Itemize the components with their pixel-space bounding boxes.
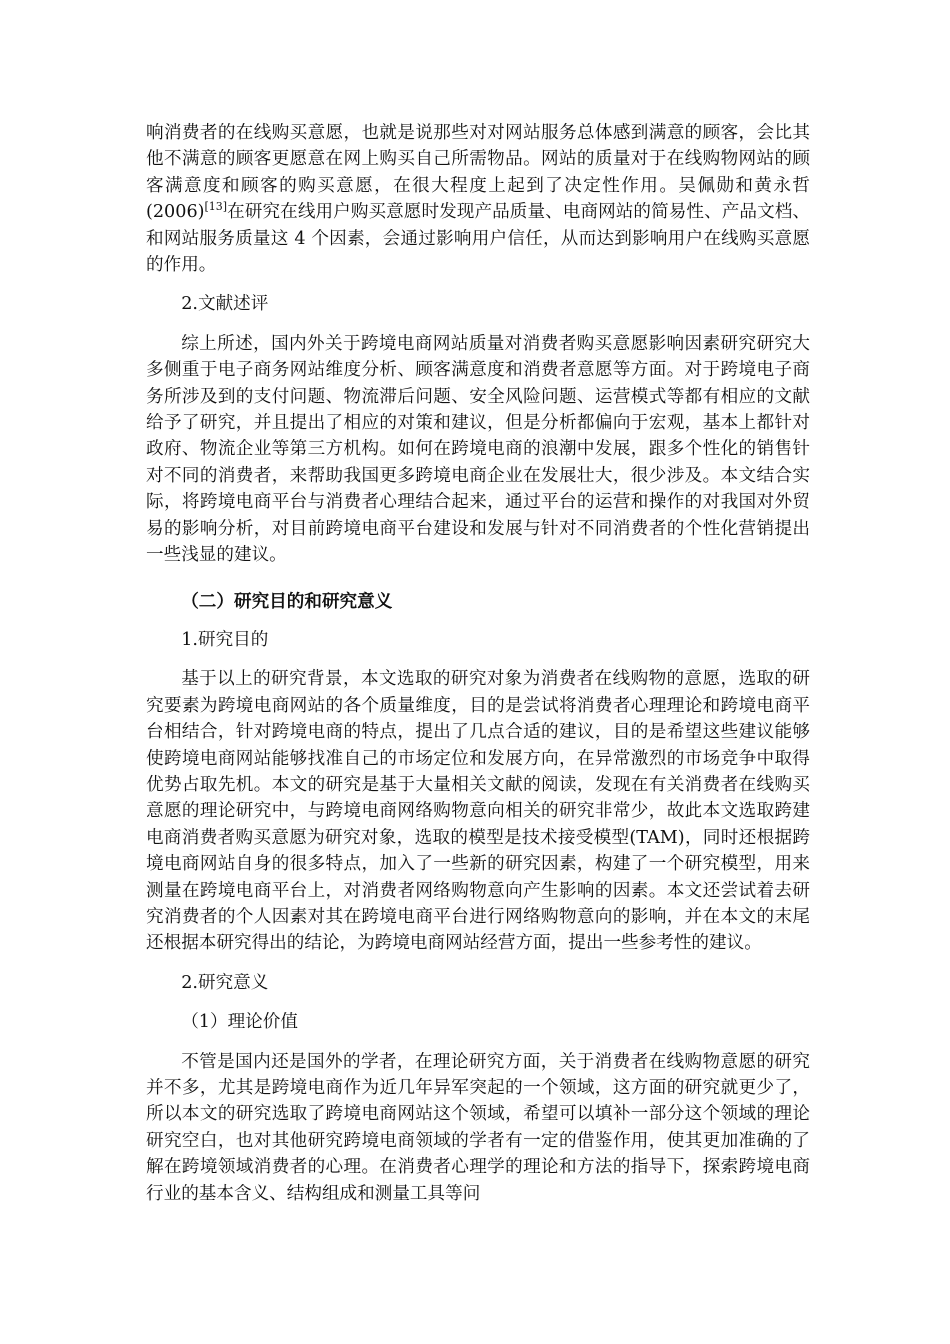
paragraph-theoretical-value: 不管是国内还是国外的学者，在理论研究方面，关于消费者在线购物意愿的研究并不多，尤其是跨境电商作为近几年异军突起的一个领域，这方面的研究就更少了，所以本文的研究选取了跨境电商网站这个领域，希望可以填补一部分这个领域的理论研究空白，也对其他研究跨境电商领域的学者有一定的借鉴作用，使其更加准确的了解在跨境领域消费者的心理。在消费者心理学的理论和方法的指导下，探索跨境电商行业的基本含义、结构组成和测量工具等问 [146,1051,810,1204]
section-heading-purpose-significance: （二）研究目的和研究意义 [181,591,393,612]
paragraph-text: 响消费者的在线购买意愿，也就是说那些对对网站服务总体感到满意的顾客，会比其他不满意的顾客更愿意在网上购买自己所需物品。网站的质量对于在线购物网站的顾客满意度和顾客的购买意愿，在很大程度上起到了决定性作用。吴佩勋和黄永哲(2006) [146,123,810,223]
heading-research-significance: 2.研究意义 [181,972,269,993]
heading-theoretical-value: （1）理论价值 [181,1012,298,1033]
heading-literature-review: 2.文献述评 [181,294,269,315]
paragraph-research-purpose: 基于以上的研究背景，本文选取的研究对象为消费者在线购物的意愿，选取的研究要素为跨境电商网站的各个质量维度，目的是尝试将消费者心理理论和跨境电商平台相结合，针对跨境电商的特点，提出了几点合适的建议，目的是希望这些建议能够使跨境电商网站能够找准自己的市场定位和发展方向，在异常激烈的市场竞争中取得优势占取先机。本文的研究是基于大量相关文献的阅读，发现在有关消费者在线购买意愿的理论研究中，与跨境电商网络购物意向相关的研究非常少，故此本文选取跨建电商消费者购买意愿为研究对象，选取的模型是技术接受模型(TAM)，同时还根据跨境电商网站自身的很多特点，加入了一些新的研究因素，构建了一个研究模型，用来测量在跨境电商平台上，对消费者网络购物意向产生影响的因素。本文还尝试着去研究消费者的个人因素对其在跨境电商平台进行网络购物意向的影响，并在本文的末尾还根据本研究得出的结论，为跨境电商网站经营方面，提出一些参考性的建议。 [146,669,810,954]
paragraph-literature-review: 综上所述，国内外关于跨境电商网站质量对消费者购买意愿影响因素研究研究大多侧重于电子商务网站维度分析、顾客满意度和消费者意愿等方面。对于跨境电子商务所涉及到的支付问题、物流滞后问题、安全风险问题、运营模式等都有相应的文献给予了研究，并且提出了相应的对策和建议，但是分析都偏向于宏观，基本上都针对政府、物流企业等第三方机构。如何在跨境电商的浪潮中发展，跟多个性化的销售针对不同的消费者，来帮助我国更多跨境电商企业在发展壮大，很少涉及。本文结合实际，将跨境电商平台与消费者心理结合起来，通过平台的运营和操作的对我国对外贸易的影响分析，对目前跨境电商平台建设和发展与针对不同消费者的个性化营销提出一些浅显的建议。 [146,333,810,566]
citation-reference: [13] [204,200,228,214]
paragraph-satisfaction-continued [146,120,810,278]
paragraph-text: 在研究在线用户购买意愿时发现产品质量、电商网站的简易性、产品文档、和网站服务质量这 4 个因素，会通过影响用户信任，从而达到影响用户在线购买意愿的作用。 [146,202,810,276]
document-body [146,120,810,1207]
heading-research-purpose: 1.研究目的 [181,629,269,650]
